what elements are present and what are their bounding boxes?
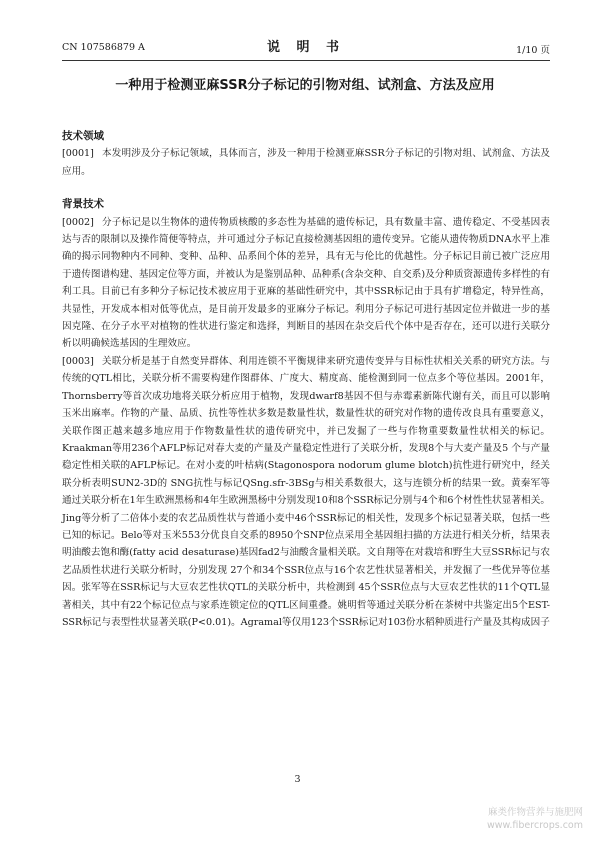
page-header [62,36,550,56]
document-body [62,128,550,631]
watermark [487,806,583,832]
section-gap [62,180,550,196]
paragraph-text: 本发明涉及分子标记领域，具体而言，涉及一种用于检测亚麻SSR分子标记的引物对组、试剂盒、方法及应用。 [62,148,550,177]
paragraph-0002 [62,214,550,353]
watermark-line-2: www.fibercrops.com [486,820,583,831]
paragraph-number: [0002] [62,216,94,228]
paragraph-number: [0003] [62,355,94,367]
page-ratio: 1/10 页 [516,45,550,56]
page-number: 3 [294,774,301,785]
document-title: 一种用于检测亚麻SSR分子标记的引物对组、试剂盒、方法及应用 [115,78,495,93]
section-title: 说 明 书 [266,40,346,55]
background-heading: 背景技术 [62,198,104,211]
paragraph-text: 关联分析是基于自然变异群体、利用连锁不平衡规律来研究遗传变异与目标性状相关关系的研究方法。与传统的QTL相比，关联分析不需要构建作图群体、广度大、精度高、能检测到同一位点多个等位基因。2001年，Thornsberry等首次成功地将关联分析应用于植物，发现dwarf8基因不但与赤霉素新陈代谢有关，而且可以影响玉米出麻率。作物的产量、品质、抗性等性状多数是数量性状，数量性状的研究对作物的遗传改良具有重要意义，关联作图正越来越多地应用于作物数量性状的遗传研究中，并已发掘了一些与作物重要数量性状相关的标记。Kraakman等用236个AFLP标记对春大麦的产量及产量稳定性进行了关联分析，发现8个与大麦产量及5 个与产量稳定性相关联的AFLP标记。在对小麦的叶枯病(Stagonospora nodorum glume blotch)抗性进行研究中，经关联分析表明SUN2-3D的 SNG抗性与标记QSng.sfr-3BSg与相关系数很大，这与连锁分析的结果一致。黄秦军等通过关联分析在1年生欧洲黑杨和4年生欧洲黑杨中分别发现10和8个SSR标记分别与4个和6个材性性状显著相关。Jing等分析了二倍体小麦的农艺品质性状与普通小麦中46个SSR标记的相关性，发现多个标记显著关联，包括一些已知的标记。Belo等对玉米553分优良自交系的8950个SNP位点采用全基因组扫描的方法进行相关分析，结果表明油酸去饱和酶(fatty acid desaturase)基因fad2与油酸含量相关联。文自翔等在对栽培和野生大豆SSR标记与农艺品质性状进行关联分析时，分别发现 27个和34个SSR位点与16个农艺性状显著相关，并发掘了一些优异等位基因。张军等在SSR标记与大豆农艺性状QTL的关联分析中，共检测到 45个SSR位点与大豆农艺性状的11个QTL显著相关，其中有22个标记位点与家系连锁定位的QTL区间重叠。姚明哲等通过关联分析在茶树中共鉴定出5个EST-SSR标记与表型性状显著关联(P<0.01)。Agramal等仅用123个SSR标记对103份水稻种质进行产量及其构成因子 [62,355,550,628]
paragraph-text: 分子标记是以生物体的遗传物质核酸的多态性为基础的遗传标记，具有数量丰富、遗传稳定、不受基因表达与否的限制以及操作简便等特点，并可通过分子标记直接检测基因组的遗传变异。它能从遗传物质DNA水平上准确的揭示同物种内不同种、变种、品种、品系间个体的差异，具有无与伦比的优越性。分子标记目前已被广泛应用于遗传图谱构建、基因定位等方面，并被认为是鉴别品种、品种系(含杂交种、自交系)及分种质资源遗传多样性的有利工具。目前已有多种分子标记技术被应用于亚麻的基础性研究中，其中SSR标记由于具有扩增稳定，特异性高，共显性，开发成本相对低等优点，是目前开发最多的亚麻分子标记。利用分子标记可进行基因定位并做进一步的基因克隆、在分子水平对植物的性状进行鉴定和选择，判断目的基因在杂交后代个体中是否存在，还可以进行关联分析以明确候选基因的生理效应。 [62,216,550,350]
watermark-line-1: 麻类作物营养与施肥网 [487,807,583,818]
paragraph-0003 [62,353,550,632]
paragraph-number: [0001] [62,148,94,160]
header-divider [62,60,550,61]
patent-number: CN 107586879 A [62,42,145,53]
technical-field-heading: 技术领域 [62,130,104,142]
paragraph-0001 [62,145,550,180]
